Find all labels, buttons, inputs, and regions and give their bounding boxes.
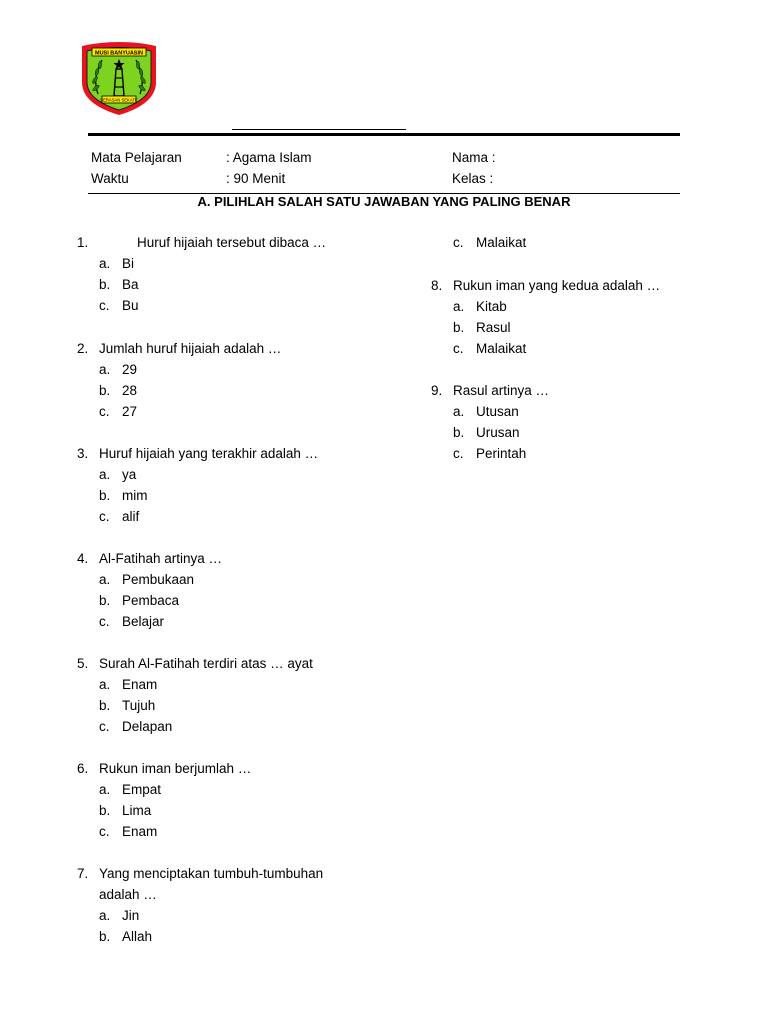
question-text: Huruf hijaiah tersebut dibaca … <box>137 235 327 250</box>
question-text: Rukun iman yang kedua adalah … <box>453 278 661 293</box>
question-number: 7. <box>77 866 89 881</box>
question-number: 5. <box>77 656 89 671</box>
svg-text:MUSI BANYUASIN: MUSI BANYUASIN <box>95 50 143 57</box>
subject-value: : Agama Islam <box>226 150 312 165</box>
question-text: Surah Al-Fatihah terdiri atas … ayat <box>99 656 313 671</box>
time-value: : 90 Menit <box>226 171 286 186</box>
header-top-rule <box>88 133 680 136</box>
class-label: Kelas : <box>452 171 494 186</box>
question-text: Huruf hijaiah yang terakhir adalah … <box>99 446 319 461</box>
question-number: 4. <box>77 551 89 566</box>
question-text: Jumlah huruf hijaiah adalah … <box>99 341 282 356</box>
question-text: Rasul artinya … <box>453 383 550 398</box>
svg-text:SERASAN SEKATE: SERASAN SEKATE <box>100 97 138 103</box>
question-text: Rukun iman berjumlah … <box>99 761 252 776</box>
section-title: A. PILIHLAH SALAH SATU JAWABAN YANG PALING BENAR <box>197 194 571 209</box>
question-text: Yang menciptakan tumbuh-tumbuhan <box>99 866 324 881</box>
question-number: 6. <box>77 761 89 776</box>
signature-line <box>232 129 406 130</box>
question-text: Al-Fatihah artinya … <box>99 551 223 566</box>
regency-crest-logo <box>78 38 160 116</box>
question-text-continued: adalah … <box>99 887 157 902</box>
regency-crest-icon <box>78 38 160 116</box>
question-number: 1. <box>77 235 89 250</box>
name-label: Nama : <box>452 150 496 165</box>
question-number: 3. <box>77 446 89 461</box>
question-number: 2. <box>77 341 89 356</box>
question-number: 8. <box>431 278 443 293</box>
question-number: 9. <box>431 383 443 398</box>
time-label: Waktu <box>91 171 129 186</box>
subject-label: Mata Pelajaran <box>91 150 182 165</box>
